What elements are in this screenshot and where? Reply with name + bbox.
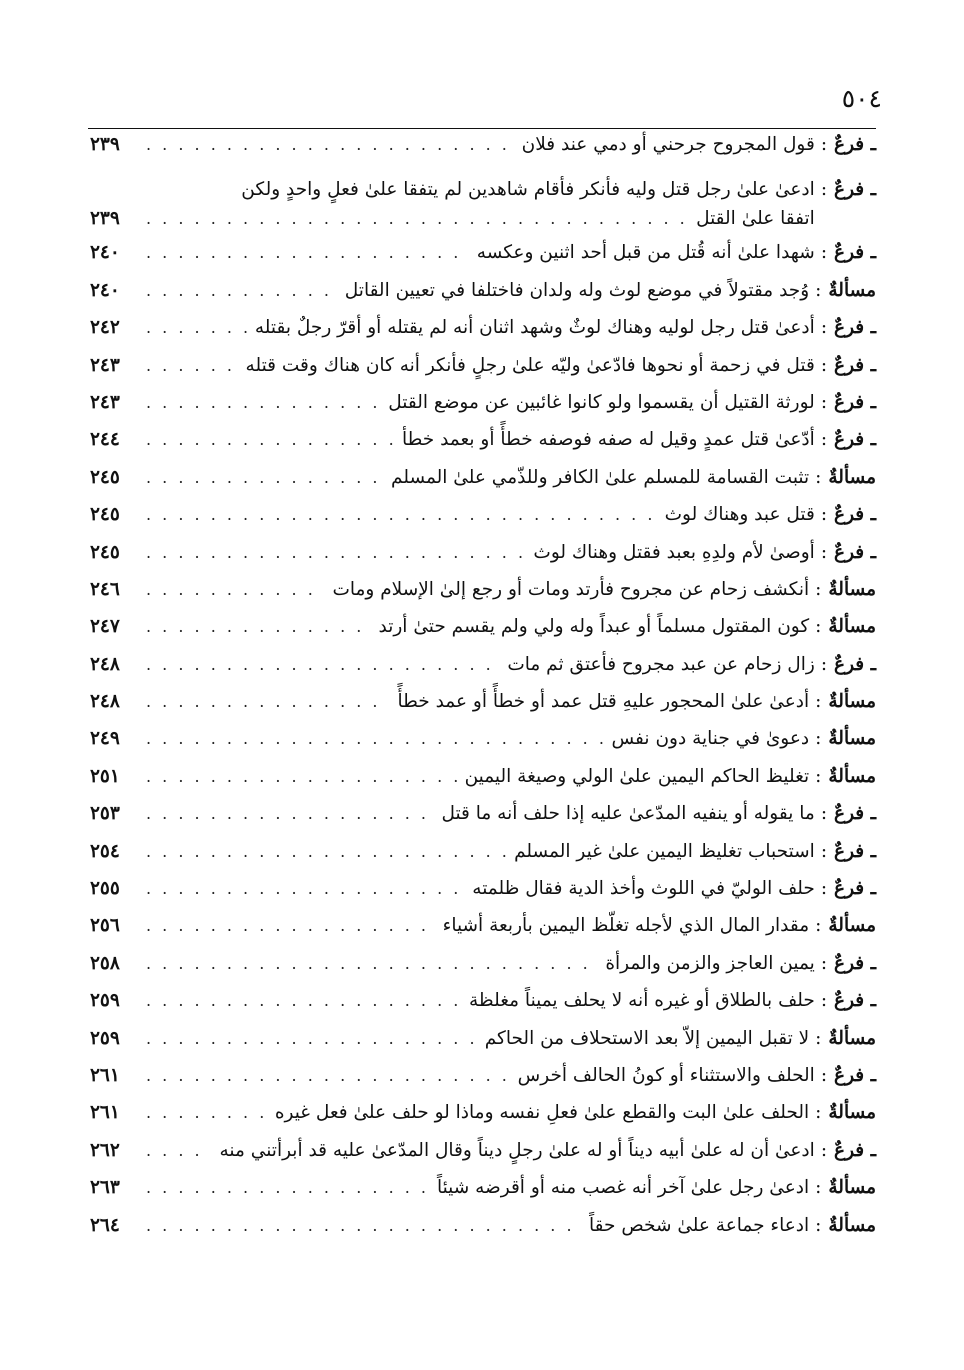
entry-kind: مسألةٌ — [828, 616, 876, 638]
toc-entry — [90, 953, 876, 990]
dot-leader — [146, 318, 247, 337]
entry-title: قتل عبد وهناك لوث — [664, 504, 815, 526]
entry-title: قول المجروح جرحني أو دمي عند فلان — [521, 134, 815, 155]
entry-page-number: ٢٥٩ — [90, 1027, 120, 1049]
entry-title: قتل في زحمة أو نحوها فادّعىٰ وليّه علىٰ رجلٍ فأنكر أنه كان هناك وقت قتله — [245, 354, 815, 376]
toc-entry — [90, 504, 876, 541]
entry-kind: ـ فرعٌ — [834, 242, 876, 264]
entry-kind: مسألةٌ — [828, 279, 876, 301]
entry-kind: مسألةٌ — [828, 765, 876, 787]
entry-title: لورثة القتيل أن يقسموا ولو كانوا غائبين عن موضع القتل — [388, 391, 815, 413]
toc-entry — [90, 1102, 876, 1139]
toc-entry — [90, 728, 876, 765]
entry-page-number: ٢٥٣ — [90, 803, 120, 825]
dot-leader — [146, 430, 394, 449]
dot-leader — [146, 879, 464, 898]
entry-kind: مسألةٌ — [828, 691, 876, 713]
dot-leader — [146, 468, 383, 487]
entry-separator: : — [820, 803, 828, 825]
toc-entry — [90, 134, 876, 171]
toc-entry — [90, 766, 876, 803]
toc-entry — [90, 1177, 876, 1214]
entry-separator: : — [820, 242, 828, 264]
toc-entry — [90, 1140, 876, 1177]
entry-kind: ـ فرعٌ — [834, 429, 876, 451]
entry-separator: : — [815, 1214, 822, 1236]
dot-leader — [146, 135, 514, 154]
toc-entry — [90, 1215, 876, 1252]
entry-title: حلف بالطلاق أو غيره أنه لا يحلف يميناً مغلظة — [469, 990, 815, 1012]
entry-separator: : — [815, 1027, 822, 1049]
entry-title: الحلف علىٰ البت والقطع علىٰ فعلِ نفسه وماذا لو حلف علىٰ فعل غيره — [274, 1102, 810, 1124]
dot-leader — [146, 209, 688, 228]
entry-separator: : — [820, 179, 828, 201]
entry-kind: ـ فرعٌ — [834, 1064, 876, 1086]
page-number: ٥٠٤ — [841, 84, 882, 113]
toc-entry — [90, 654, 876, 691]
entry-page-number: ٢٤٠ — [90, 279, 120, 301]
entry-separator: : — [815, 1177, 822, 1199]
entry-title: أوصىٰ لأم ولدِهِ بعبد فقتل وهناك لوث — [533, 541, 815, 563]
dot-leader — [146, 243, 469, 262]
dot-leader — [146, 1216, 581, 1235]
entry-page-number: ٢٦٣ — [90, 1177, 120, 1199]
entry-separator: : — [820, 541, 828, 563]
toc-entry — [90, 467, 876, 504]
entry-separator: : — [820, 878, 828, 900]
entry-separator: : — [820, 840, 828, 862]
entry-separator: : — [820, 429, 828, 451]
toc-entry — [90, 691, 876, 728]
toc-entry — [90, 803, 876, 840]
entry-separator: : — [820, 317, 828, 339]
dot-leader — [146, 617, 371, 636]
header-rule — [88, 128, 876, 129]
entry-separator: : — [820, 653, 828, 675]
entry-title: تثبت القسامة للمسلم علىٰ الكافر وللذّمي علىٰ المسلم — [391, 466, 810, 488]
toc-entry — [90, 392, 876, 429]
entry-page-number: ٢٤٥ — [90, 541, 120, 563]
toc-entry — [90, 579, 876, 616]
entry-kind: مسألةٌ — [828, 915, 876, 937]
entry-kind: ـ فرعٌ — [834, 840, 876, 862]
entry-separator: : — [815, 578, 822, 600]
entry-kind: ـ فرعٌ — [834, 391, 876, 413]
entry-separator: : — [820, 990, 828, 1012]
entry-title: الحلف والاستثناء أو كونُ الحالف أخرس — [517, 1064, 815, 1086]
entry-page-number: ٢٤٨ — [90, 691, 120, 713]
entry-page-number: ٢٥٨ — [90, 952, 120, 974]
entry-page-number: ٢٥٥ — [90, 878, 120, 900]
entry-kind: ـ فرعٌ — [834, 354, 876, 376]
dot-leader — [146, 655, 499, 674]
entry-page-number: ٢٤٨ — [90, 653, 120, 675]
entry-kind: ـ فرعٌ — [834, 803, 876, 825]
entry-title: أنكشف زحام عن مجروح فأرتد ومات أو رجع إلىٰ الإسلام ومات — [332, 578, 810, 600]
toc-entry — [90, 915, 876, 952]
entry-separator: : — [815, 466, 822, 488]
entry-separator: : — [820, 354, 828, 376]
entry-kind: ـ فرعٌ — [834, 541, 876, 563]
toc-entry — [90, 1065, 876, 1102]
entry-separator: : — [820, 134, 828, 155]
entry-page-number: ٢٦١ — [90, 1102, 120, 1124]
entry-separator: : — [815, 691, 822, 713]
dot-leader — [146, 281, 337, 300]
toc-entry — [90, 878, 876, 915]
entry-page-number: ٢٥٩ — [90, 990, 120, 1012]
entry-separator: : — [815, 1102, 822, 1124]
entry-kind: ـ فرعٌ — [834, 653, 876, 675]
toc-entry — [90, 355, 876, 392]
toc-entry — [90, 429, 876, 466]
entry-page-number: ٢٤٠ — [90, 242, 120, 264]
entry-kind: ـ فرعٌ — [834, 179, 876, 201]
entry-kind: ـ فرعٌ — [834, 134, 876, 155]
entry-title: حلف الوليّ في اللوث وأخذ الدية فقال ظلمته — [472, 878, 815, 900]
dot-leader — [146, 1178, 429, 1197]
entry-separator: : — [815, 279, 822, 301]
dot-leader — [146, 804, 433, 823]
entry-kind: مسألةٌ — [828, 466, 876, 488]
entry-separator: : — [815, 765, 822, 787]
entry-kind: مسألةٌ — [828, 578, 876, 600]
entry-title: لا تقبل اليمين إلاّ بعد الاستحلاف من الحاكم — [484, 1027, 810, 1049]
entry-title: زال زحام عن عبد مجروح فأعتق ثم مات — [507, 653, 815, 675]
dot-leader — [146, 954, 597, 973]
dot-leader — [146, 1066, 510, 1085]
entry-kind: ـ فرعٌ — [834, 1139, 876, 1161]
entry-page-number: ٢٦٢ — [90, 1139, 120, 1161]
toc-entry — [90, 317, 876, 354]
dot-leader — [146, 692, 389, 711]
entry-separator: : — [815, 728, 822, 750]
entry-title: أدعىٰ علىٰ المحجور عليهِ قتل عمد أو خطأً أو عمد خطأً — [397, 691, 810, 713]
entry-page-number: ٢٤٣ — [90, 391, 120, 413]
entry-page-number: ٢٤٤ — [90, 429, 120, 451]
toc-entry — [90, 616, 876, 653]
entry-kind: ـ فرعٌ — [834, 504, 876, 526]
entry-title: يمين العاجز والزمن والمرأة — [605, 952, 815, 974]
entry-title: ادعىٰ أن له علىٰ أبيه ديناً أو له علىٰ رجلٍ ديناً وقال المدّعىٰ عليه قد أبرأتني منه — [219, 1139, 815, 1161]
dot-leader — [146, 991, 461, 1010]
toc-entry — [90, 171, 876, 242]
entry-page-number: ٢٤٩ — [90, 728, 120, 750]
entry-title: استحباب تغليظ اليمين علىٰ غير المسلم — [514, 840, 815, 862]
dot-leader — [146, 505, 657, 524]
dot-leader — [146, 842, 506, 861]
dot-leader — [146, 729, 603, 748]
entry-title: ادعىٰ رجل علىٰ آخر أنه غصب منه أو أقرضه شيئاً — [436, 1177, 810, 1199]
entry-page-number: ٢٣٩ — [90, 134, 120, 155]
entry-title: وُجد مقتولاً في موضع لوث وله ولدان فاختلفا في تعيين القاتل — [344, 279, 810, 301]
entry-page-number: ٢٤٣ — [90, 354, 120, 376]
dot-leader — [146, 1103, 267, 1122]
entry-kind: مسألةٌ — [828, 728, 876, 750]
entry-kind: ـ فرعٌ — [834, 878, 876, 900]
entry-title: شهدا علىٰ أنه قُتل من قبل أحد اثنين وعكسه — [476, 242, 815, 264]
entry-separator: : — [820, 504, 828, 526]
entry-page-number: ٢٤٧ — [90, 616, 120, 638]
entry-page-number: ٢٥٤ — [90, 840, 120, 862]
dot-leader — [146, 543, 525, 562]
entry-title: كون المقتول مسلماً أو عبداً وله ولي ولم يقسم حتىٰ أرتد — [378, 616, 810, 638]
entry-page-number: ٢٤٥ — [90, 504, 120, 526]
entry-kind: ـ فرعٌ — [834, 952, 876, 974]
entry-separator: : — [820, 391, 828, 413]
dot-leader — [146, 356, 238, 375]
entry-kind: مسألةٌ — [828, 1102, 876, 1124]
dot-leader — [146, 1029, 477, 1048]
entry-kind: مسألةٌ — [828, 1214, 876, 1236]
entry-separator: : — [820, 1139, 828, 1161]
entry-page-number: ٢٥١ — [90, 765, 120, 787]
dot-leader — [146, 1141, 212, 1160]
dot-leader — [146, 916, 435, 935]
entry-kind: ـ فرعٌ — [834, 990, 876, 1012]
toc-entry — [90, 542, 876, 579]
entry-title: مقدار المال الذي لأجله تغلّظ اليمين بأربعة أشياء — [442, 915, 810, 937]
toc-entry — [90, 280, 876, 317]
entry-page-number: ٢٤٢ — [90, 317, 120, 339]
entry-kind: ـ فرعٌ — [834, 317, 876, 339]
entry-title: أدّعىٰ قتل عمدٍ وقيل له صفه فوصفه خطأً أو بعمد خطأ — [401, 429, 815, 451]
entry-separator: : — [815, 915, 822, 937]
toc-entry — [90, 990, 876, 1027]
dot-leader — [146, 580, 324, 599]
entry-title-line1: ادعىٰ علىٰ رجل قتل وليه فأنكر فأقام شاهدين لم يتفقا علىٰ فعلٍ واحدٍ ولكن — [241, 179, 815, 201]
entry-page-number: ٢٤٥ — [90, 466, 120, 488]
table-of-contents — [90, 134, 876, 1252]
toc-entry — [90, 841, 876, 878]
entry-title: دعوىٰ في جناية دون نفس — [611, 728, 810, 750]
entry-title: أدعىٰ قتل رجل لوليه وهناك لوثٌ وشهد اثنان أنه لم يقتله أو أقرّ رجلٌ بقتله — [254, 317, 815, 339]
entry-kind: مسألةٌ — [828, 1177, 876, 1199]
toc-entry — [90, 242, 876, 279]
entry-separator: : — [815, 616, 822, 638]
entry-title: ادعاء جماعة علىٰ شخص حقاً — [589, 1214, 810, 1236]
entry-page-number: ٢٥٦ — [90, 915, 120, 937]
toc-entry — [90, 1028, 876, 1065]
dot-leader — [146, 767, 457, 786]
entry-separator: : — [820, 952, 828, 974]
entry-separator: : — [820, 1064, 828, 1086]
entry-title: اتفقا علىٰ القتل — [696, 208, 815, 230]
entry-page-number: ٢٤٦ — [90, 578, 120, 600]
entry-kind: مسألةٌ — [828, 1027, 876, 1049]
dot-leader — [146, 393, 380, 412]
entry-title: تغليظ الحاكم اليمين علىٰ الولي وصيغة اليمين — [464, 765, 810, 787]
entry-title: ما يقوله أو ينفيه المدّعىٰ عليه إذا حلف أنه ما قتل — [441, 803, 815, 825]
entry-page-number: ٢٦١ — [90, 1064, 120, 1086]
entry-page-number: ٢٣٩ — [90, 208, 120, 230]
entry-page-number: ٢٦٤ — [90, 1214, 120, 1236]
